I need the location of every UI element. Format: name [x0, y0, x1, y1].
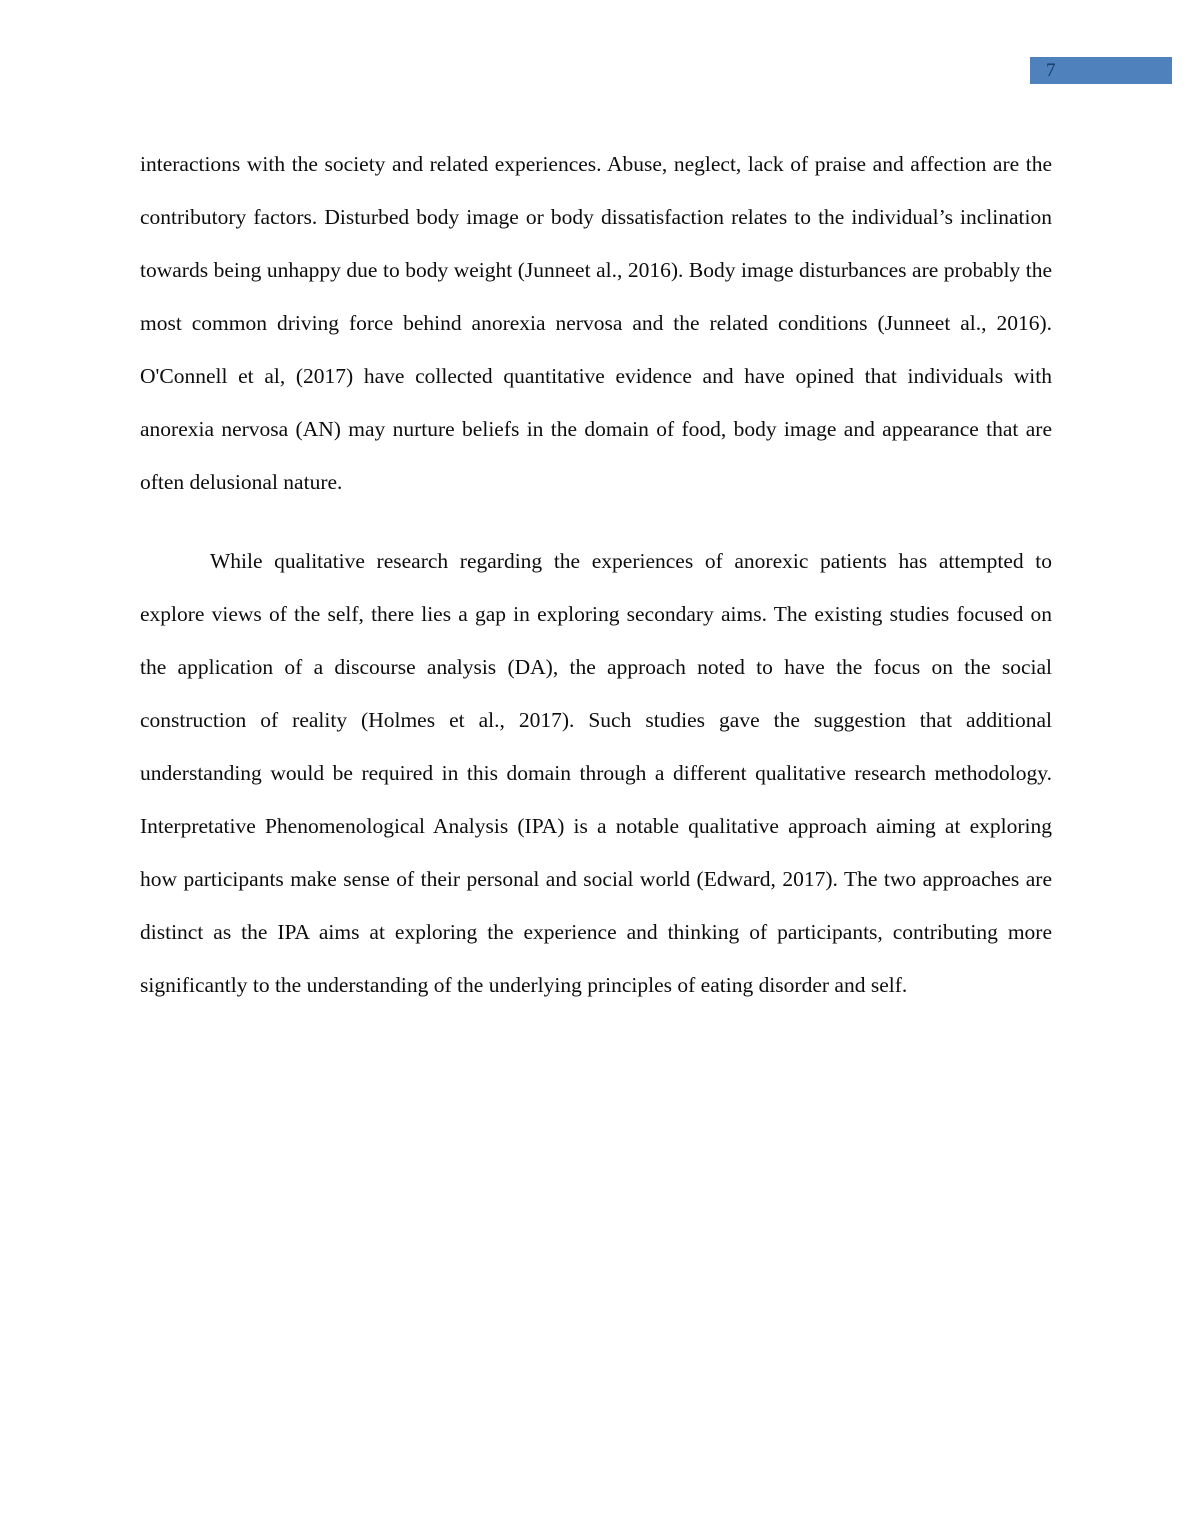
- page-number-badge: [1030, 57, 1172, 84]
- body-paragraph: interactions with the society and related experiences. Abuse, neglect, lack of praise and affection are the contributory factors. Disturbed body image or body dissatisfaction relates to the individual’s inclination towards being unhappy due to body weight (Junneet al., 2016). Body image disturbances are probably the most common driving force behind anorexia nervosa and the related conditions (Junneet al., 2016). O'Connell et al, (2017) have collected quantitative evidence and have opined that individuals with anorexia nervosa (AN) may nurture beliefs in the domain of food, body image and appearance that are often delusional nature.: [140, 152, 1052, 494]
- page-number-text: 7: [1046, 59, 1056, 81]
- body-paragraph: While qualitative research regarding the experiences of anorexic patients has attempted to explore views of the self, there lies a gap in exploring secondary aims. The existing studies focused on the application of a discourse analysis (DA), the approach noted to have the focus on the social construction of reality (Holmes et al., 2017). Such studies gave the suggestion that additional understanding would be required in this domain through a different qualitative research methodology. Interpretative Phenomenological Analysis (IPA) is a notable qualitative approach aiming at exploring how participants make sense of their personal and social world (Edward, 2017). The two approaches are distinct as the IPA aims at exploring the experience and thinking of participants, contributing more significantly to the understanding of the underlying principles of eating disorder and self.: [140, 549, 1052, 997]
- document-body: [140, 138, 1052, 1038]
